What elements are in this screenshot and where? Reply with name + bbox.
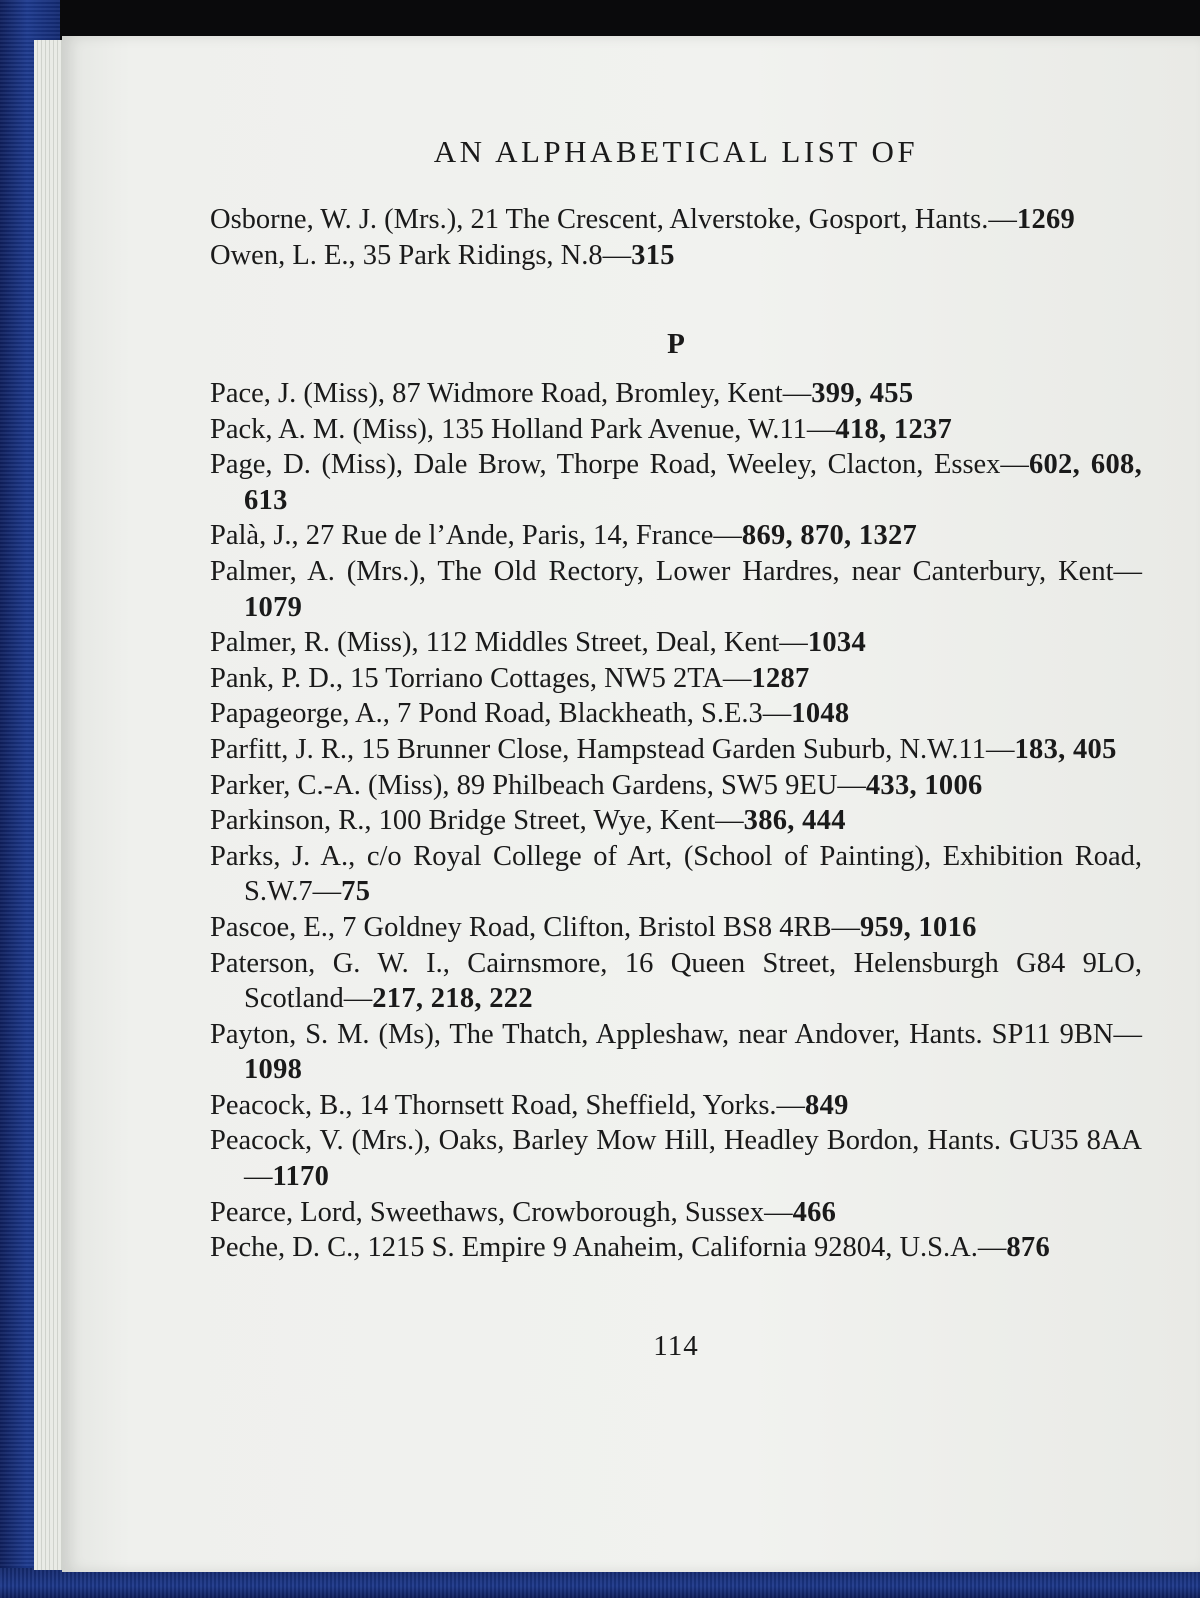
entry-refs: 399, 455 (811, 378, 914, 409)
list-entry (210, 554, 1142, 625)
entry-refs: 433, 1006 (865, 769, 983, 801)
entry-refs: 959, 1016 (859, 911, 977, 943)
section-heading-letter: P (667, 328, 685, 360)
entry-text: Paterson, G. W. I., Cairnsmore, 16 Queen Street, Helensburgh G84 9LO, Scotland— (210, 947, 1142, 1015)
list-entry (210, 376, 1142, 412)
list-entry (210, 1088, 1142, 1124)
entry-refs: 183, 405 (1014, 733, 1117, 765)
entry-refs: 1048 (791, 698, 850, 730)
entry-text: Palà, J., 27 Rue de l’Ande, Paris, 14, France— (210, 520, 742, 552)
entry-refs: 217, 218, 222 (372, 983, 533, 1015)
list-entry (210, 1195, 1142, 1231)
entry-refs: 386, 444 (743, 805, 846, 837)
list-entry (210, 1123, 1142, 1194)
entry-text: Pack, A. M. (Miss), 135 Holland Park Avenue, W.11— (210, 413, 836, 445)
running-title: AN ALPHABETICAL LIST OF (433, 134, 919, 169)
entry-text: Payton, S. M. (Ms), The Thatch, Appleshaw, near Andover, Hants. SP11 9BN— (210, 1018, 1142, 1050)
list-entry (210, 696, 1142, 732)
entry-text: Pearce, Lord, Sweethaws, Crowborough, Sussex— (210, 1196, 793, 1228)
entry-text: Peacock, V. (Mrs.), Oaks, Barley Mow Hill, Headley Bordon, Hants. GU35 8AA— (210, 1125, 1142, 1193)
entry-refs: 849 (805, 1089, 849, 1121)
page-number: 114 (653, 1330, 699, 1362)
entry-text: Parfitt, J. R., 15 Brunner Close, Hampstead Garden Suburb, N.W.11— (210, 733, 1015, 765)
entry-text: Palmer, A. (Mrs.), The Old Rectory, Lower Hardres, near Canterbury, Kent— (210, 555, 1142, 587)
entry-refs: 1269 (1016, 204, 1076, 235)
list-entry (210, 839, 1142, 910)
entry-text: Palmer, R. (Miss), 112 Middles Street, Deal, Kent— (210, 627, 808, 659)
list-entry (210, 1230, 1142, 1266)
list-entry (210, 1017, 1142, 1088)
entry-text: Owen, L. E., 35 Park Ridings, N.8— (210, 239, 632, 271)
entries-section-p (210, 376, 1142, 1266)
list-entry (210, 412, 1142, 448)
entry-text: Page, D. (Miss), Dale Brow, Thorpe Road, Weeley, Clacton, Essex— (210, 449, 1029, 481)
entry-text: Parks, J. A., c/o Royal College of Art, (School of Painting), Exhibition Road, S.W.7— (210, 840, 1142, 908)
list-entry (210, 768, 1142, 804)
entry-refs: 602, 608, 613 (244, 449, 1142, 516)
entry-text: Pascoe, E., 7 Goldney Road, Clifton, Bristol BS8 4RB— (210, 911, 860, 943)
entry-refs: 876 (1006, 1232, 1050, 1264)
book-cover-bottom-edge (0, 1568, 1200, 1598)
list-entry (210, 202, 1142, 238)
list-entry (210, 946, 1142, 1017)
entry-text: Pace, J. (Miss), 87 Widmore Road, Bromley, Kent— (210, 378, 812, 409)
list-entry (210, 625, 1142, 661)
list-entry (210, 732, 1142, 768)
entry-refs: 466 (792, 1196, 837, 1228)
entry-refs: 75 (341, 876, 371, 908)
entry-text: Parkinson, R., 100 Bridge Street, Wye, Kent— (210, 805, 744, 837)
entry-refs: 1098 (244, 1054, 303, 1086)
list-entry (210, 518, 1142, 554)
entry-refs: 1034 (807, 627, 867, 659)
book-page (62, 36, 1200, 1572)
entry-text: Peacock, B., 14 Thornsett Road, Sheffield, Yorks.— (210, 1089, 806, 1121)
entries-before-section (210, 202, 1142, 273)
list-entry (210, 803, 1142, 839)
entry-text: Peche, D. C., 1215 S. Empire 9 Anaheim, California 92804, U.S.A.— (210, 1232, 1007, 1264)
list-entry (210, 910, 1142, 946)
entry-refs: 869, 870, 1327 (741, 520, 918, 552)
list-entry (210, 238, 1142, 274)
entry-text: Papageorge, A., 7 Pond Road, Blackheath, S.E.3— (210, 698, 792, 730)
entry-refs: 1287 (751, 662, 810, 694)
entry-refs: 315 (631, 239, 675, 271)
entry-refs: 1170 (272, 1161, 330, 1193)
entry-text: Pank, P. D., 15 Torriano Cottages, NW5 2TA— (210, 662, 752, 694)
entry-refs: 1079 (244, 591, 303, 623)
entry-text: Osborne, W. J. (Mrs.), 21 The Crescent, Alverstoke, Gosport, Hants.— (210, 204, 1017, 235)
list-entry (210, 661, 1142, 697)
entry-refs: 418, 1237 (835, 413, 953, 445)
list-entry (210, 447, 1142, 518)
entry-text: Parker, C.-A. (Miss), 89 Philbeach Gardens, SW5 9EU— (210, 769, 866, 801)
